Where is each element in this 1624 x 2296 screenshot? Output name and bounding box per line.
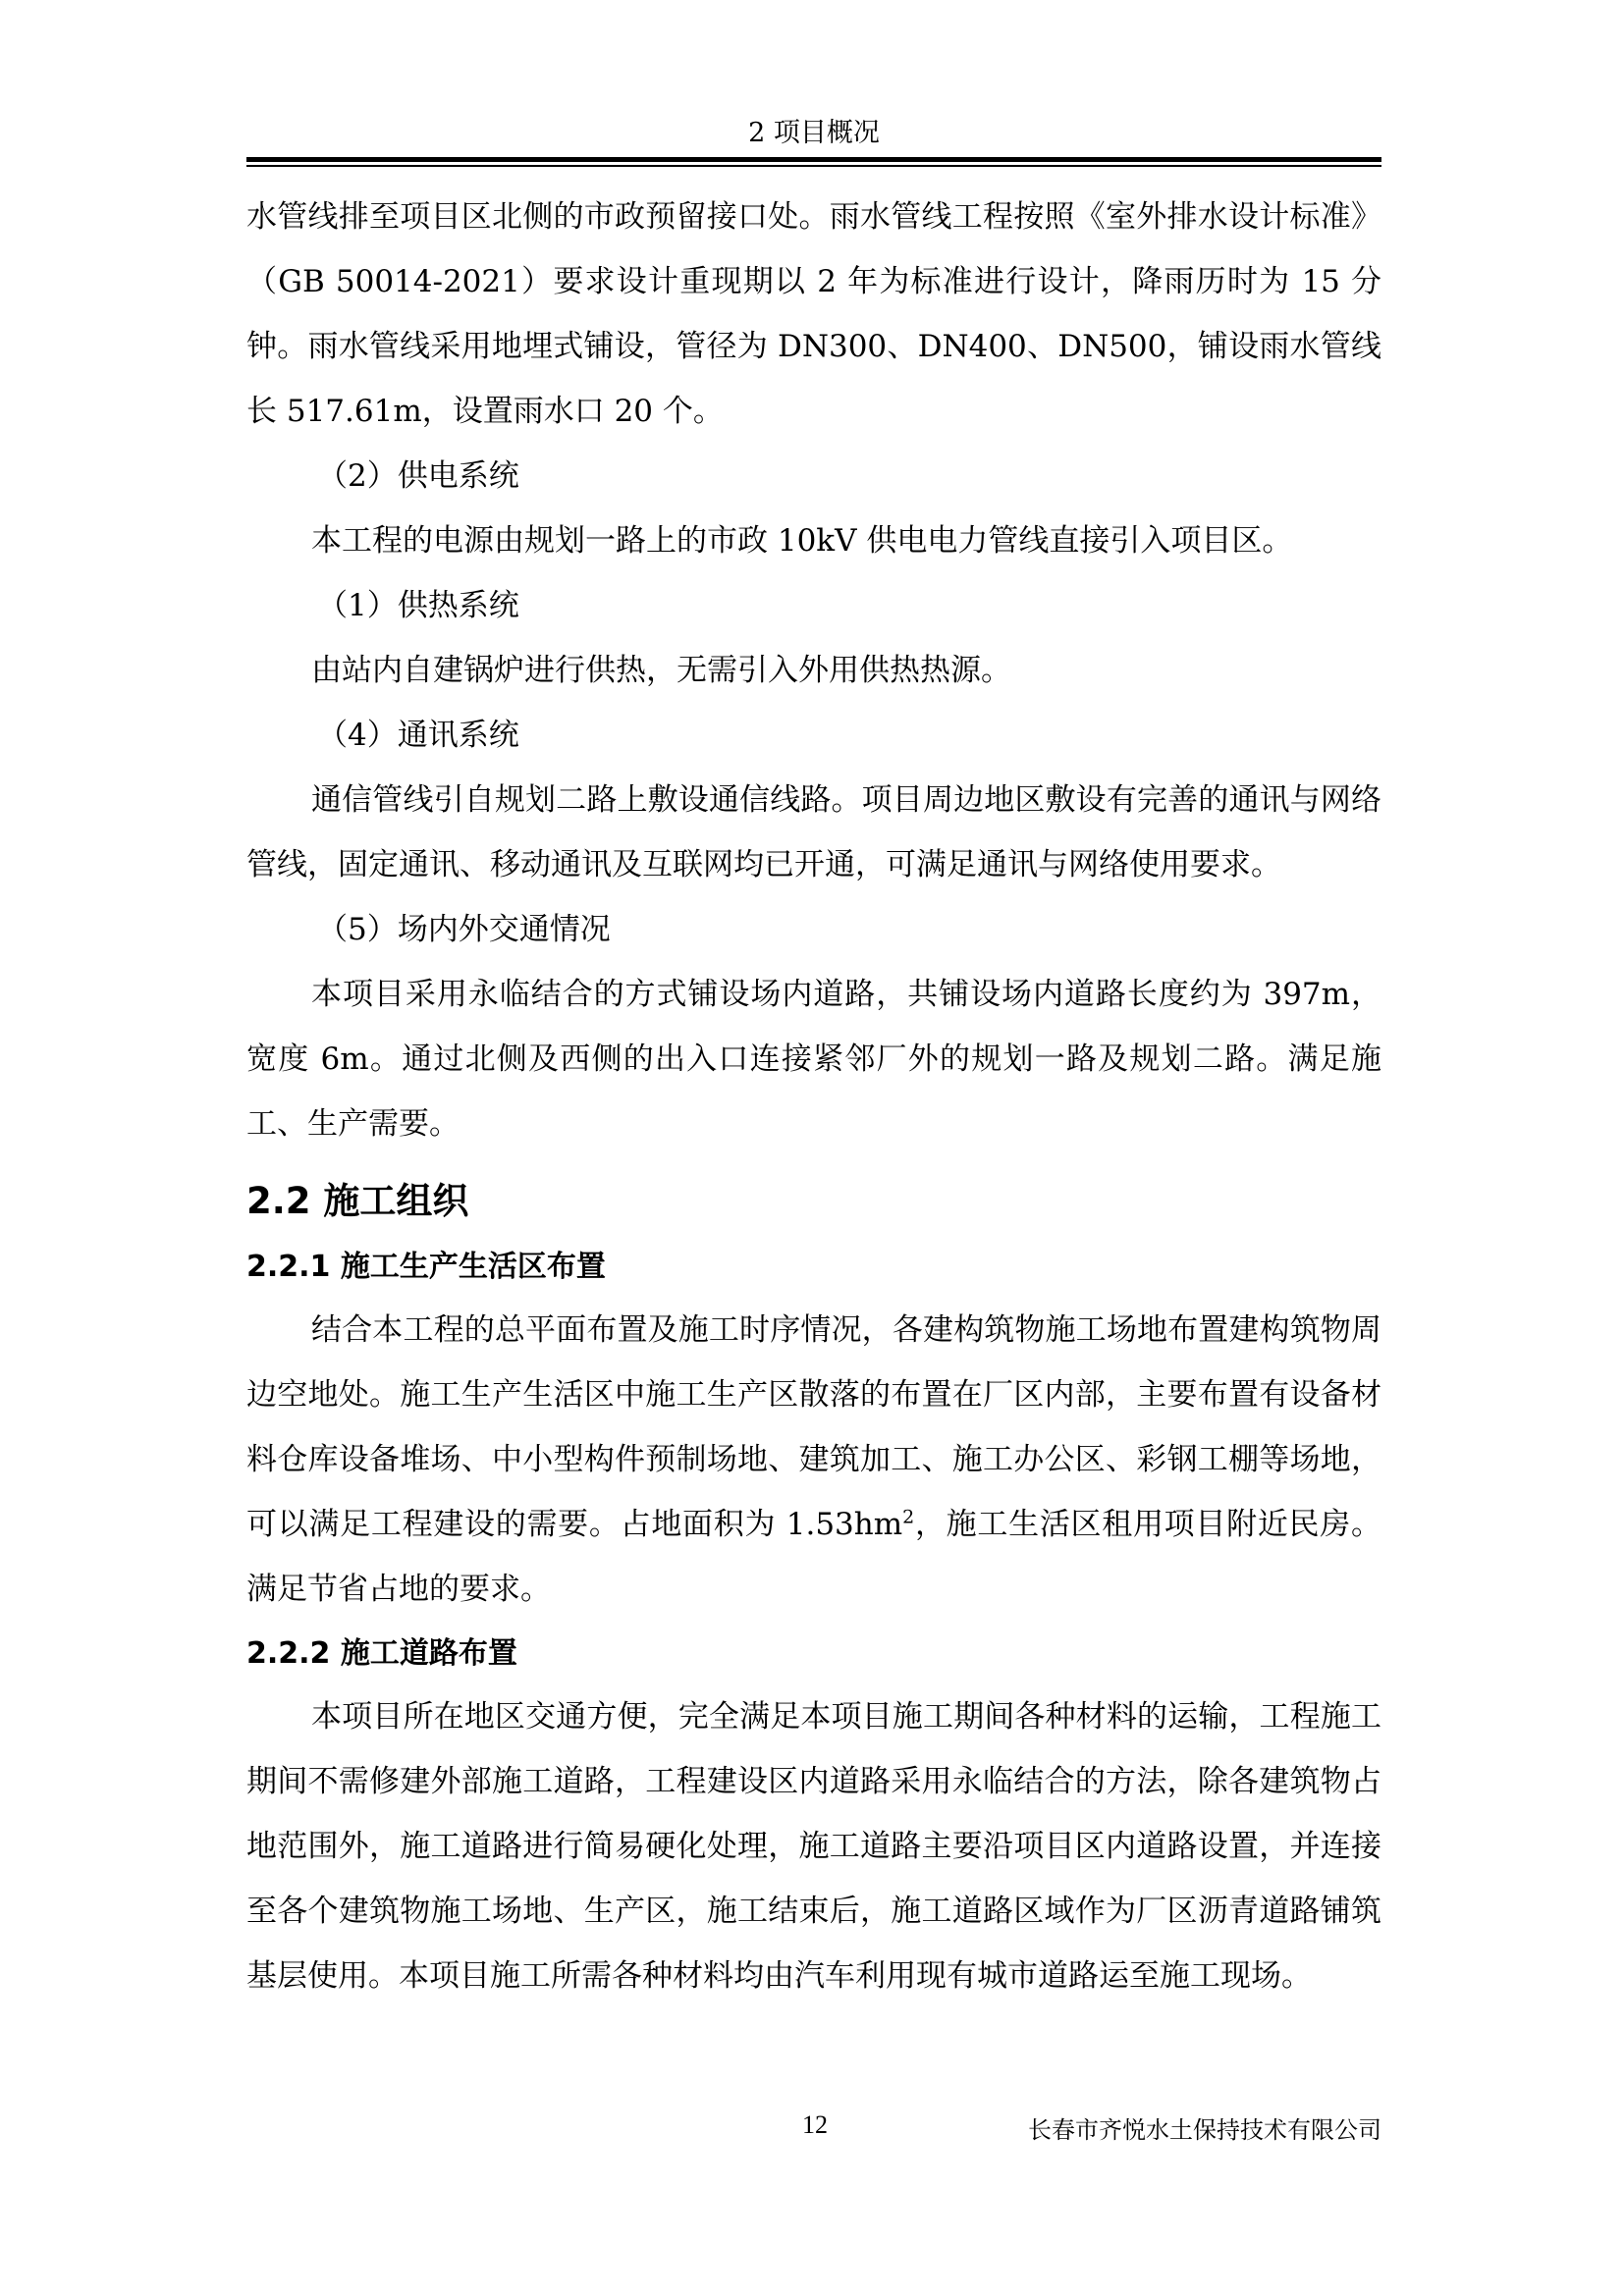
page-number: 12 — [802, 2110, 828, 2139]
section-heading-2-2-2: 2.2.2 施工道路布置 — [246, 1636, 517, 1671]
header-rule-thick — [246, 157, 1381, 162]
site-layout-text-end: ，施工生活区租用项目附近民房。满足节省占地的要求。 — [246, 1507, 1381, 1607]
section-heading-2-2-1: 2.2.1 施工生产生活区布置 — [246, 1250, 606, 1284]
paragraph-power-supply: 本工程的电源由规划一路上的市政 10kV 供电电力管线直接引入项目区。 — [311, 523, 1293, 559]
paragraph-traffic: 本项目采用永临结合的方式铺设场内道路，共铺设场内道路长度约为 397m，宽度 6m。通过北侧及西侧的出入口连接紧邻厂外的规划一路及规划二路。满足施工、生产需要。 — [246, 977, 1381, 1142]
area-unit-superscript: 2 — [902, 1506, 915, 1528]
paragraph-stormwater: 水管线排至项目区北侧的市政预留接口处。雨水管线工程按照《室外排水设计标准》（GB 50014-2021）要求设计重现期以 2 年为标准进行设计，降雨历时为 15 分钟。雨水管线采用地埋式铺设，管径为 DN300、DN400、DN500，铺设雨水管线长 517.61m，设置雨水口 20 个。 — [246, 199, 1381, 429]
item-communication: （4）通讯系统 — [317, 718, 519, 753]
paragraph-site-layout — [246, 1298, 1381, 1622]
item-traffic: （5）场内外交通情况 — [317, 912, 611, 947]
item-heat-supply: （1）供热系统 — [317, 588, 519, 623]
page-content — [246, 185, 1381, 2008]
header-rule-thin — [246, 165, 1381, 167]
item-power-supply: （2）供电系统 — [317, 458, 519, 494]
footer-company: 长春市齐悦水土保持技术有限公司 — [1028, 2116, 1381, 2144]
running-header: 2 项目概况 — [748, 118, 880, 148]
paragraph-construction-roads: 本项目所在地区交通方便，完全满足本项目施工期间各种材料的运输，工程施工期间不需修建外部施工道路，工程建设区内道路采用永临结合的方法，除各建筑物占地范围外，施工道路进行简易硬化处理，施工道路主要沿项目区内道路设置，并连接至各个建筑物施工场地、生产区，施工结束后，施工道路区域作为厂区沥青道路铺筑基层使用。本项目施工所需各种材料均由汽车利用现有城市道路运至施工现场。 — [246, 1699, 1381, 1994]
paragraph-heat-supply: 由站内自建锅炉进行供热，无需引入外用供热热源。 — [311, 653, 1011, 688]
site-layout-text: 结合本工程的总平面布置及施工时序情况，各建构筑物施工场地布置建构筑物周边空地处。施工生产生活区中施工生产区散落的布置在厂区内部，主要布置有设备材料仓库设备堆场、中小型构件预制场地、建筑加工、施工办公区、彩钢工棚等场地，可以满足工程建设的需要。占地面积为 1.53hm — [246, 1312, 1381, 1542]
section-heading-2-2: 2.2 施工组织 — [246, 1180, 469, 1222]
paragraph-communication: 通信管线引自规划二路上敷设通信线路。项目周边地区敷设有完善的通讯与网络管线，固定通讯、移动通讯及互联网均已开通，可满足通讯与网络使用要求。 — [246, 782, 1381, 882]
